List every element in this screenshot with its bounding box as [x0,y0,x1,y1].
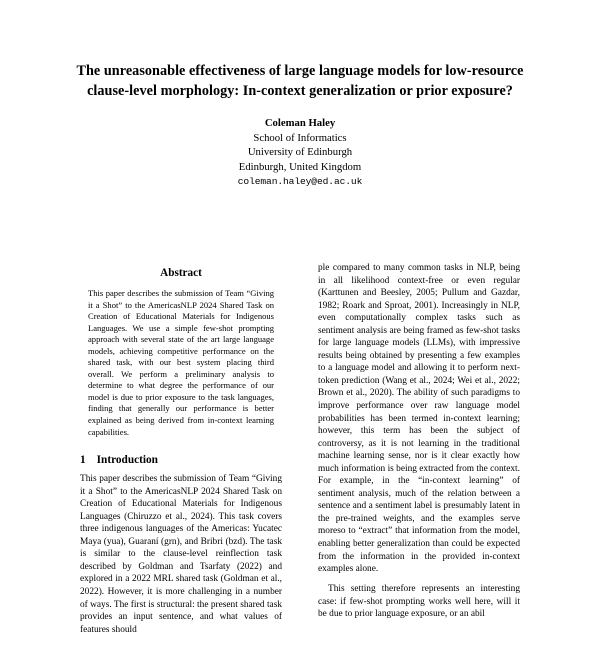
section-number: 1 [80,454,86,467]
author-affiliation-school: School of Informatics [253,131,347,144]
left-column [80,262,282,636]
author-name: Coleman Haley [264,117,336,129]
title-block [0,62,600,190]
abstract-heading: Abstract [160,267,202,279]
author-email[interactable]: coleman.haley@ed.ac.uk [237,176,363,188]
section-heading-introduction [80,454,282,466]
introduction-paragraph-1: This paper describes the submission of Team “Giving it a Shot” to the AmericasNLP 2024 Shared Task on Creation of Educational Materials for Indigenous Languages (Chiruzzo et al., 2024). This task covers three indigenous languages of the Americas: Yucatec Maya (yua), Guaraní (grn), and Bribri (bzd). The task is similar to the clause-level reinflection task described by Goldman and Tsarfaty (2022) and explored in a 2022 MRL shared task (Goldman et al., 2022). However, it is more challenging in a number of ways. The first is structural: the present shared task provides an input sentence, and what values of features should [80,474,282,635]
page-title [60,62,540,101]
author-affiliation-university: University of Edinburgh [247,146,353,159]
two-column-body [0,262,600,662]
section-title: Introduction [96,454,158,467]
paper-page [0,62,600,662]
author-block [60,116,540,190]
paper-title-line-1: The unreasonable effectiveness of large language models for low-resource [76,63,524,79]
paper-title-line-2: clause-level morphology: In-context generalization or prior exposure? [87,82,513,99]
right-column-paragraph-next: This setting therefore represents an interesting case: if few-shot prompting works well here, will it be due to prior language exposure, or an abil [318,584,520,620]
right-column [318,262,520,621]
right-column-paragraph-continued: ple compared to many common tasks in NLP, being in all likelihood context-free or even regular (Karttunen and Beesley, 2005; Pullum and Gazdar, 1982; Roark and Sproat, 2001). Increasingly in NLP, even computationally complex tasks such as sentiment analysis are being framed as few-shot tasks for large language models (LLMs), with impressive results being obtained by presenting a few examples to a language model and allowing it to perform next-token prediction (Wang et al., 2024; Wei et al., 2022; Brown et al., 2020). The ability of such paradigms to improve performance over raw language model probabilities has been termed in-context learning; however, this term has been the subject of controversy, as it is not learning in the traditional machine learning sense, nor is it clear exactly how much information is being extracted from the context. For example, in the “in-context learning” of sentiment analysis, much of the relation between a sentence and a sentiment label is presumably latent in the pre-trained weights, and the examples serve moreso to “extract” that information from the model, enabling better generalization than could be expected from the information in the provided in-context examples alone. [318,263,520,575]
author-affiliation-location: Edinburgh, United Kingdom [238,160,362,173]
abstract-text: This paper describes the submission of Team “Giving it a Shot” to the AmericasNLP 2024 Shared Task on Creation of Educational Materials for Indigenous Languages. We use a simple few-shot prompting approach with several state of the art large language models, achieving competitive performance on the shared task, with our best system placing third overall. We perform a preliminary analysis to determine to what degree the performance of our model is due to prior exposure to the task languages, finding that generally our performance is better explained as being derived from in-context learning capabilities. [88,288,274,437]
